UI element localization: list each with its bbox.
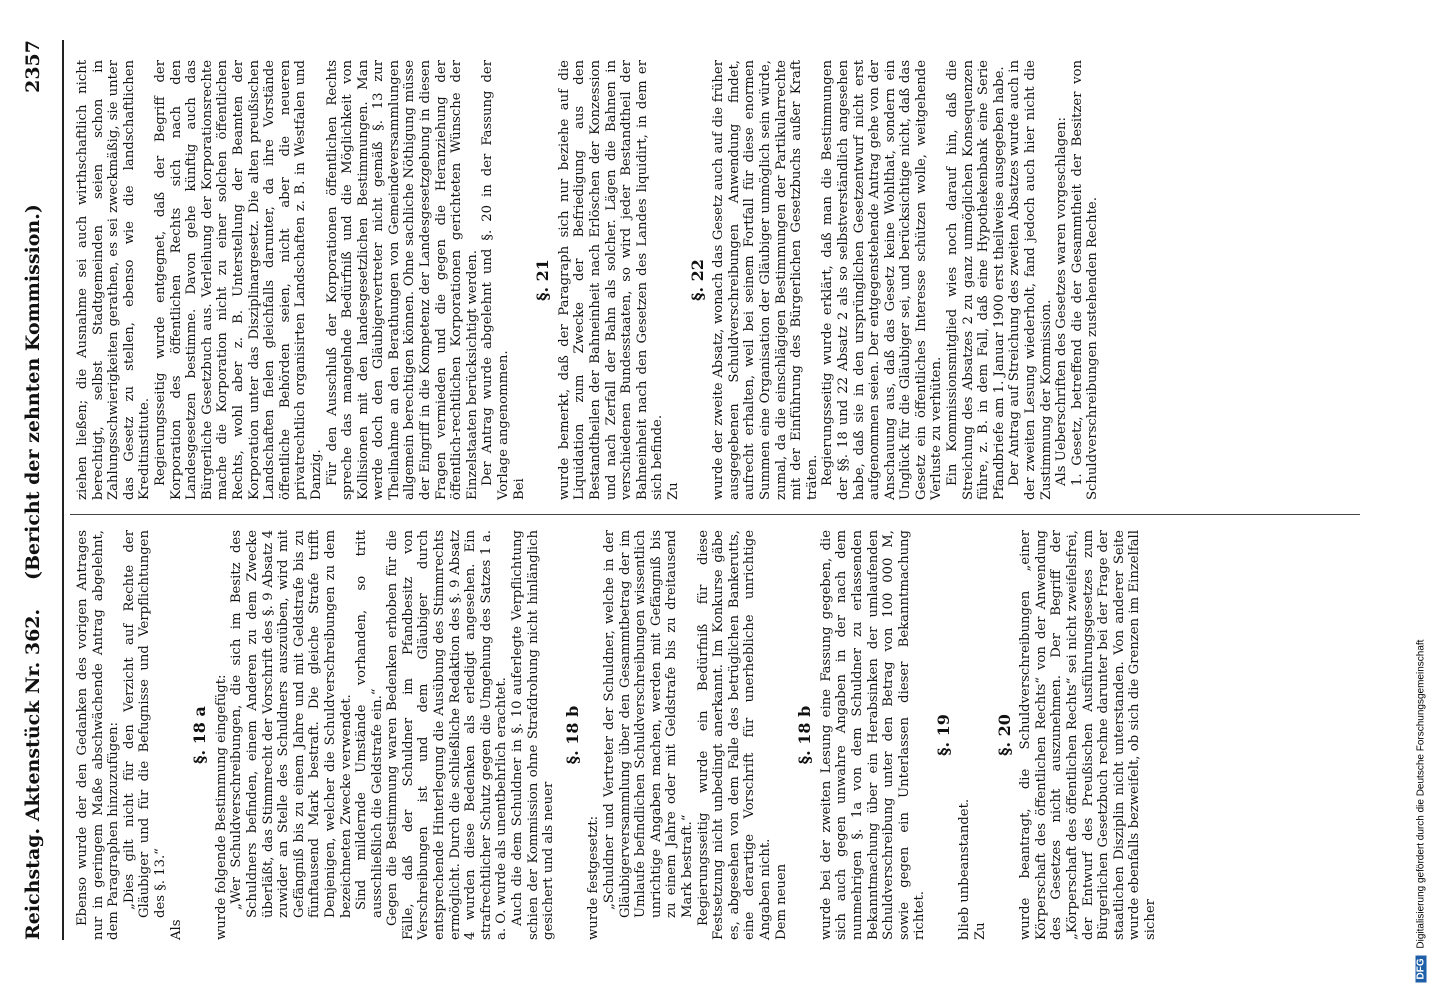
paragraph: Gegen die Bestimmung waren Bedenken erhoben für die Fälle, daß der Schuldner im Pfandbesitz von Verschreibungen ist und dem Gläubiger durch entsprechende Hinterlegung die Ausübung des Stimmrechts ermöglicht. Durch die schließliche Redaktion des §. 9 Absatz 4 wurden diese Bedenken als erledigt angesehen. Ein strafrechtlicher Schutz gegen die Umgehung des Satzes 1 a. a. O. wurde als unentbehrlich erachtet.: [385, 530, 510, 940]
sidebar-credit: [1408, 0, 1434, 1000]
paragraph: Sind mildernde Umstände vorhanden, so tritt ausschließlich die Geldstrafe ein.“: [354, 530, 385, 918]
paragraph: wurde bei der zweiten Lesung eine Fassung gegeben, die sich auch gegen unwahre Angaben in der nach dem nunmehrigen §. 1a von dem Schuldner zu erlassenden Bekanntmachung über ein Herabsinken der umlaufenden Schuldverschreibung unter den Betrag von 100 000 M, sowie gegen ein Unterlassen dieser Bekanntmachung richtet.: [818, 530, 928, 940]
paragraph: Der Antrag auf Streichung des zweiten Absatzes wurde auch in der zweiten Lesung wiederholt, fand jedoch auch hier nicht die Zustimmung der Kommission.: [1007, 60, 1054, 500]
paragraph: Als Ueberschriften des Gesetzes waren vorgeschlagen:: [1054, 117, 1070, 486]
paragraph: Zu: [665, 482, 681, 500]
credit-text: Digitalisierung gefördert durch die Deutsche Forschungsgemeinschaft: [1415, 639, 1427, 949]
section-heading: §. 18 b: [795, 705, 815, 765]
column-separator: [70, 514, 1360, 515]
page-number: 2357: [22, 40, 44, 93]
paragraph: Regierungsseitig wurde ein Bedürfniß für diese Festsetzung nicht unbedingt anerkannt. Im Konkurse gäbe es, abgesehen von dem Falle des betrüglichen Bankerutts, eine derartige Vorschrift für unerhebliche unrichtige Angaben nicht.: [695, 530, 773, 940]
section-heading: §. 22: [687, 259, 707, 301]
paragraph: wurde der zweite Absatz, wonach das Gesetz auch auf die früher ausgegebenen Schuldverschreibungen Anwendung findet, aufrecht erhalten, weil bei seinem Fortfall für diese enormen Summen eine Organisation der Gläubiger unmöglich sein würde, zumal, da die einschlägigen Bestimmungen der Partikularrechte mit der Einführung des Bürgerlichen Gesetzbuchs außer Kraft träten.: [711, 60, 820, 500]
section-heading: §. 20: [994, 714, 1014, 756]
paragraph: „Schuldner und Vertreter der Schuldner, welche in der Gläubigerversammlung über den Gesammtbetrag der im Umlaufe befindlichen Schuldverschreibungen wissentlich unrichtige Angaben machen, werden mit Gefängniß bis zu einem Jahre oder mit Geldstrafe bis zu dreitausend Mark bestraft.“: [602, 530, 695, 918]
section-heading: §. 18 a: [190, 706, 210, 764]
header-rule: [62, 40, 64, 940]
paragraph: wurde festgesetzt:: [586, 815, 602, 940]
paragraph: „Dies gilt nicht für den Verzicht auf Rechte der Gläubiger und für die Befugnisse und Verpflichtungen des §. 13.“: [121, 530, 168, 918]
right-column: [75, 60, 1101, 500]
paragraph: „Wer Schuldverschreibungen, die sich im Besitz des Schuldners befinden, einem Anderen zu dem Zwecke überläßt, das Stimmrecht der Vorschrift des §. 9 Absatz 4 zuwider an Stelle des Schuldners auszuüben, wird mit Gefängniß bis zu einem Jahre und mit Geldstrafe bis zu fünftausend Mark bestraft. Die gleiche Strafe trifft Denjenigen, welcher die Schuldverschreibungen zu dem bezeichneten Zwecke verwendet.: [229, 530, 354, 918]
paragraph: Für den Ausschluß der Korporationen öffentlichen Rechts spreche das mangelnde Bedürfniß und die Möglichkeit von Kollisionen mit den landesgesetzlichen Bestimmungen. Man werde doch den Gläubigervertreter nicht gemäß §. 13 zur Theilnahme an den Berathungen von Gemeindeversammlungen allgemein berechtigen können. Ohne sachliche Nöthigung müsse der Eingriff in die Kompetenz der Landesgesetzgebung in diesen Fragen vermieden und die gegen die Heranziehung der öffentlich-rechtlichen Korporationen gerichteten Wünsche der Einzelstaaten berücksichtigt werden.: [324, 60, 480, 500]
header-center: (Bericht der zehnten Kommission.): [22, 204, 44, 580]
paragraph: Auch die dem Schuldner in §. 10 auferlegte Verpflichtung schien der Kommission ohne Strafdrohung nicht hinlänglich gesichert und als neuer: [510, 530, 557, 940]
header-left: Reichstag. Aktenstück Nr. 362.: [22, 608, 44, 940]
paragraph: wurde folgende Bestimmung eingefügt:: [213, 674, 229, 940]
paragraph: blieb unbeanstandet.: [957, 798, 973, 940]
paragraph: Regierungsseitig wurde entgegnet, daß der Begriff der Korporation des öffentlichen Rechts sich nach den Landesgesetzen bestimme. Davon gehe künftig auch das Bürgerliche Gesetzbuch aus. Verleihung der Korporationsrechte mache die Korporation nicht zu einer solchen öffentlichen Rechts, wohl aber z. B. Unterstellung der Beamten der Korporation unter das Disziplinargesetz. Die alten preußischen Landschaften fielen gleichfalls darunter, da ihre Vorstände öffentliche Behörden seien, nicht aber die neueren privatrechtlich organisirten Landschaften z. B. in Westfalen und Danzig.: [152, 60, 324, 500]
section-heading: §. 19: [933, 714, 953, 756]
paragraph: wurde beantragt, die Schuldverschreibungen „einer Körperschaft des öffentlichen Rechts“ von der Anwendung des Gesetzes nicht auszunehmen. Der Begriff der „Körperschaft des öffentlichen Rechts“ sei nicht zweifelsfrei, der Entwurf des Preußischen Ausführungsgesetzes zum Bürgerlichen Gesetzbuch rechne darunter bei der Frage der staatlichen Disziplin nicht unterstanden. Von anderer Seite wurde ebenfalls bezweifelt, ob sich die Grenzen im Einzelfall sicher: [1018, 530, 1158, 940]
section-heading: §. 21: [533, 259, 553, 301]
paragraph: 1. Gesetz, betreffend die der Gesammtheit der Besitzer von Schuldverschreibungen zustehenden Rechte.: [1069, 60, 1101, 500]
paragraph: Zu: [973, 922, 989, 940]
left-column: [75, 530, 1159, 940]
dfg-logo: DFG: [1416, 955, 1427, 982]
paragraph: wurde bemerkt, daß der Paragraph sich nur beziehe auf die Liquidation zum Zwecke der Befriedigung aus den Bestandtheilen der Bahneinheit nach Erlöschen der Konzession und nach Zerfall der Bahn als solcher. Lägen die Bahnen in verschiedenen Bundesstaaten, so wird jeder Bestandtheil der Bahneinheit nach den Gesetzen des Landes liquidirt, in dem er sich befinde.: [556, 60, 666, 500]
page-header: [22, 40, 62, 940]
paragraph: Als: [168, 919, 184, 940]
paragraph: Ebenso wurde der den Gedanken des vorigen Antrages nur in geringem Maße abschwächende Antrag abgelehnt, dem Paragraphen hinzuzufügen:: [75, 530, 122, 940]
paragraph: Regierungsseitig wurde erklärt, daß man die Bestimmungen der §§. 18 und 22 Absatz 2 als so selbstverständlich angesehen habe, daß sie in den ursprünglichen Gesetzentwurf nicht erst aufgenommen seien. Der entgegenstehende Antrag gehe von der Anschauung aus, daß das Gesetz keine Wohlthat, sondern ein Unglück für die Gläubiger sei, und berücksichtige nicht, daß das Gesetz ein öffentliches Interesse schützen wolle, weitgehende Verluste zu verhüten.: [820, 60, 945, 500]
paragraph: Bei: [511, 478, 527, 500]
paragraph: Der Antrag wurde abgelehnt und §. 20 in der Fassung der Vorlage angenommen.: [480, 60, 512, 500]
paragraph: Dem neuen: [773, 863, 789, 940]
paragraph: ziehen ließen; die Ausnahme sei auch wirthschaftlich nicht berechtigt, selbst Stadtgemeinden seien schon in Zahlungsschwierigkeiten gerathen, es sei zweckmäßig, sie unter das Gesetz zu stellen, ebenso wie die landschaftlichen Kreditinstitute.: [75, 60, 153, 500]
paragraph: Ein Kommissionsmitglied wies noch darauf hin, daß die Streichung des Absatzes 2 zu ganz unmöglichen Konsequenzen führe, z. B. in dem Fall, daß eine Hypothekenbank eine Serie Pfandbriefe am 1. Januar 1900 erst theilweise ausgegeben habe.: [945, 60, 1007, 500]
section-heading: §. 18 b: [562, 705, 582, 765]
